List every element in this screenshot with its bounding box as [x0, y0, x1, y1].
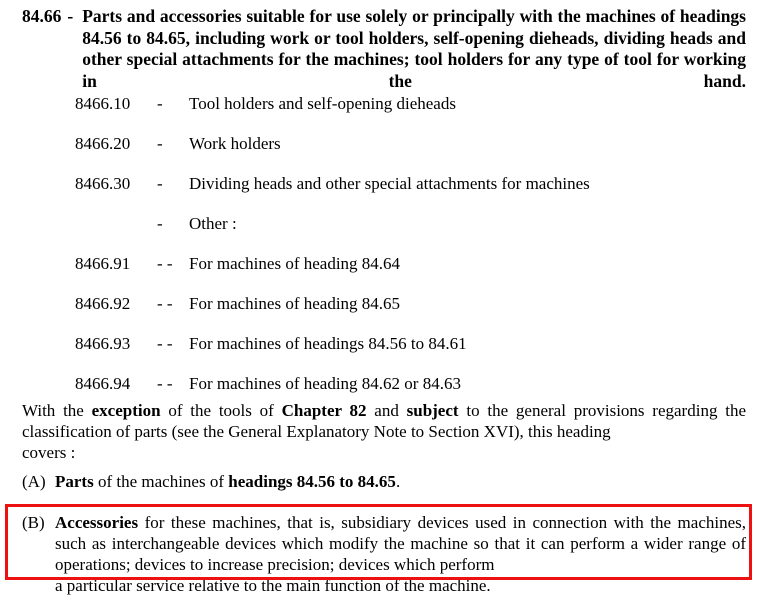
intro-seg-1: With the [22, 401, 92, 420]
intro-bold-subject: subject [406, 401, 459, 420]
subheading-dash: - - [157, 334, 173, 353]
heading-text: Parts and accessories suitable for use solely or principally with the machines of headings 84.56 to 84.65, including work or tool holders, self-opening dieheads, dividing heads and other special attachments for the machines; tool holders for any type of tool for working in the hand. [82, 6, 746, 91]
subheading-label: For machines of heading 84.64 [189, 254, 401, 273]
item-a-seg-1: of the machines of [93, 472, 229, 491]
subheading-dash: - [157, 214, 163, 233]
item-a-marker: (A) [22, 472, 46, 491]
heading-code: 84.66 [22, 6, 62, 26]
intro-bold-exception: exception [91, 401, 161, 420]
intro-paragraph [22, 400, 746, 463]
subheading-dash: - [157, 174, 163, 193]
subheading-code: 8466.92 [75, 294, 131, 313]
item-b-seg-1: for these machines, that is, subsidiary devices used in connection with the machines, such as interchangeable devices which modify the machine so that it can perform a wider range of operations; devices to increase precision; devices which perform [55, 513, 746, 574]
intro-seg-2: of the tools of [160, 401, 282, 420]
subheading-label: Work holders [189, 134, 281, 153]
item-a-text [55, 471, 746, 492]
item-a-seg-2: . [395, 472, 401, 491]
subheading-label: Tool holders and self-opening dieheads [189, 94, 456, 113]
heading-dash: - [67, 6, 74, 26]
subheading-row [22, 334, 746, 374]
intro-seg-4: to the general provisions regarding the classification of parts (see the General Explanatory Note to Section XVI), this heading [22, 401, 746, 441]
subheading-code: 8466.30 [75, 174, 131, 193]
subheading-row [22, 134, 746, 174]
subheading-label: For machines of heading 84.62 or 84.63 [189, 374, 461, 393]
subheading-dash: - [157, 94, 163, 113]
intro-bold-chapter-82: Chapter 82 [281, 401, 367, 420]
subheading-row [22, 174, 746, 214]
subheading-row [22, 294, 746, 334]
item-a-bold-headings: headings 84.56 to 84.65 [228, 472, 396, 491]
subheading-row [22, 94, 746, 134]
subheading-label: Other : [189, 214, 237, 233]
subheading-code: 8466.91 [75, 254, 131, 273]
intro-seg-3: and [366, 401, 407, 420]
subheading-code: 8466.10 [75, 94, 131, 113]
item-b-bold-accessories: Accessories [55, 513, 139, 532]
subheading-dash: - [157, 134, 163, 153]
subheading-list [22, 94, 746, 414]
subheading-label: For machines of headings 84.56 to 84.61 [189, 334, 467, 353]
item-b-text [55, 512, 746, 596]
item-b [22, 512, 746, 596]
subheading-label: For machines of heading 84.65 [189, 294, 401, 313]
subheading-code: 8466.94 [75, 374, 131, 393]
subheading-dash: - - [157, 294, 173, 313]
subheading-dash: - - [157, 374, 173, 393]
item-a [22, 471, 746, 492]
subheading-dash: - - [157, 254, 173, 273]
subheading-code: 8466.93 [75, 334, 131, 353]
item-a-bold-parts: Parts [55, 472, 94, 491]
intro-last-line: covers : [22, 443, 76, 462]
subheading-code: 8466.20 [75, 134, 131, 153]
subheading-row [22, 254, 746, 294]
subheading-label: Dividing heads and other special attachments for machines [189, 174, 590, 193]
item-b-last-line: a particular service relative to the main function of the machine. [55, 576, 491, 595]
item-b-marker: (B) [22, 513, 45, 532]
subheading-row-other [22, 214, 746, 254]
